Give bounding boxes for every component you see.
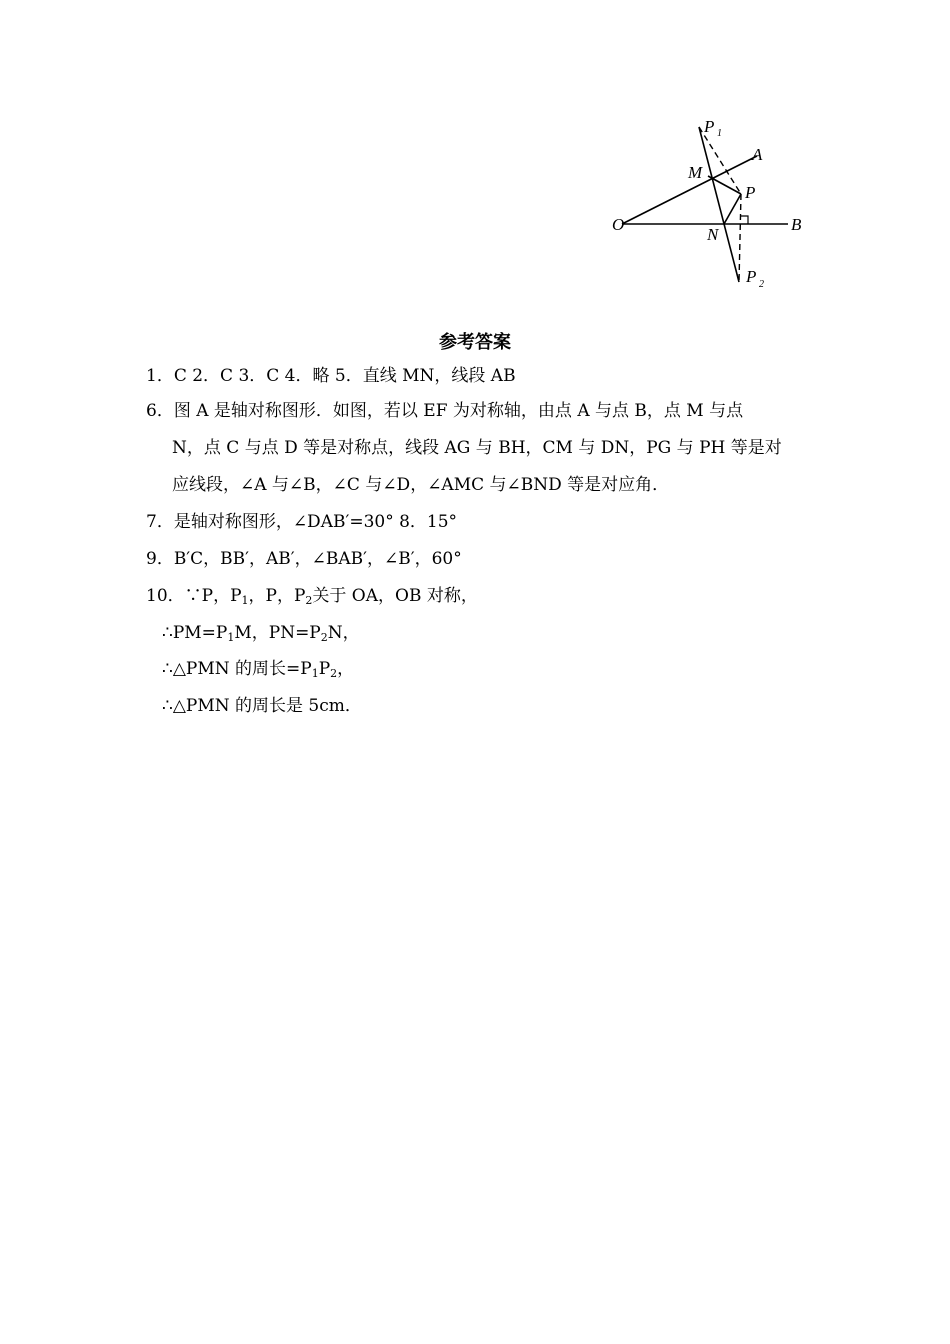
label-b: B bbox=[791, 215, 802, 234]
answer-line-5: 7．是轴对称图形，∠DAB′=30° 8．15° bbox=[146, 512, 458, 532]
answer-line-8-a-sub: 1 bbox=[227, 631, 235, 644]
answer-line-7-b-sub: 2 bbox=[305, 594, 313, 607]
label-a: A bbox=[752, 145, 763, 164]
label-p2-sub: 2 bbox=[759, 279, 764, 290]
answer-line-8-b-sub: 2 bbox=[320, 631, 328, 644]
answer-line-9-b-sub: 2 bbox=[330, 667, 338, 680]
answer-line-9-c: ， bbox=[337, 659, 355, 679]
answer-line-9-a-sub: 1 bbox=[311, 667, 319, 680]
answer-line-1: 1．C 2．C 3．C 4．略 5．直线 MN，线段 AB bbox=[146, 366, 516, 386]
label-p1: P bbox=[704, 117, 715, 136]
segment-p1-p2 bbox=[699, 127, 739, 282]
label-p2: P bbox=[746, 267, 757, 286]
label-p: P bbox=[745, 183, 756, 202]
label-o: O bbox=[612, 215, 625, 234]
answer-line-9 bbox=[162, 657, 354, 681]
label-p1-sub: 1 bbox=[717, 128, 722, 139]
answer-line-8-b: M，PN=P bbox=[234, 623, 321, 643]
geometry-figure bbox=[610, 110, 840, 295]
answer-line-9-b: P bbox=[318, 659, 331, 679]
answer-line-7-a-sub: 1 bbox=[241, 594, 249, 607]
label-m: M bbox=[688, 163, 703, 182]
answer-line-8 bbox=[162, 621, 360, 645]
right-angle-mark bbox=[741, 216, 748, 224]
answer-line-4: 应线段，∠A 与∠B，∠C 与∠D，∠AMC 与∠BND 等是对应角． bbox=[172, 475, 670, 495]
segment-n-p bbox=[724, 194, 741, 224]
answer-line-9-a: ∴△PMN 的周长=P bbox=[162, 659, 312, 679]
answer-line-7-a: 10．∵P，P bbox=[146, 586, 242, 606]
answers-title: 参考答案 bbox=[439, 332, 511, 353]
answer-line-3: N，点 C 与点 D 等是对称点，线段 AG 与 BH，CM 与 DN，PG 与 PH 等是对 bbox=[172, 438, 782, 458]
answer-line-6: 9．B′C，BB′，AB′，∠BAB′，∠B′，60° bbox=[146, 549, 462, 569]
dashed-p-p2 bbox=[739, 194, 741, 282]
segment-m-p bbox=[708, 176, 741, 194]
label-n: N bbox=[707, 225, 719, 244]
answer-line-8-c: N， bbox=[327, 623, 360, 643]
answer-line-7-c: 关于 OA，OB 对称， bbox=[312, 586, 478, 606]
answer-line-10: ∴△PMN 的周长是 5cm． bbox=[162, 696, 362, 716]
answer-line-7-b: ，P，P bbox=[248, 586, 306, 606]
answer-line-7 bbox=[146, 584, 478, 608]
answer-line-2: 6．图 A 是轴对称图形．如图，若以 EF 为对称轴，由点 A 与点 B，点 M 与点 bbox=[146, 401, 744, 421]
answer-line-8-a: ∴PM=P bbox=[162, 623, 228, 643]
